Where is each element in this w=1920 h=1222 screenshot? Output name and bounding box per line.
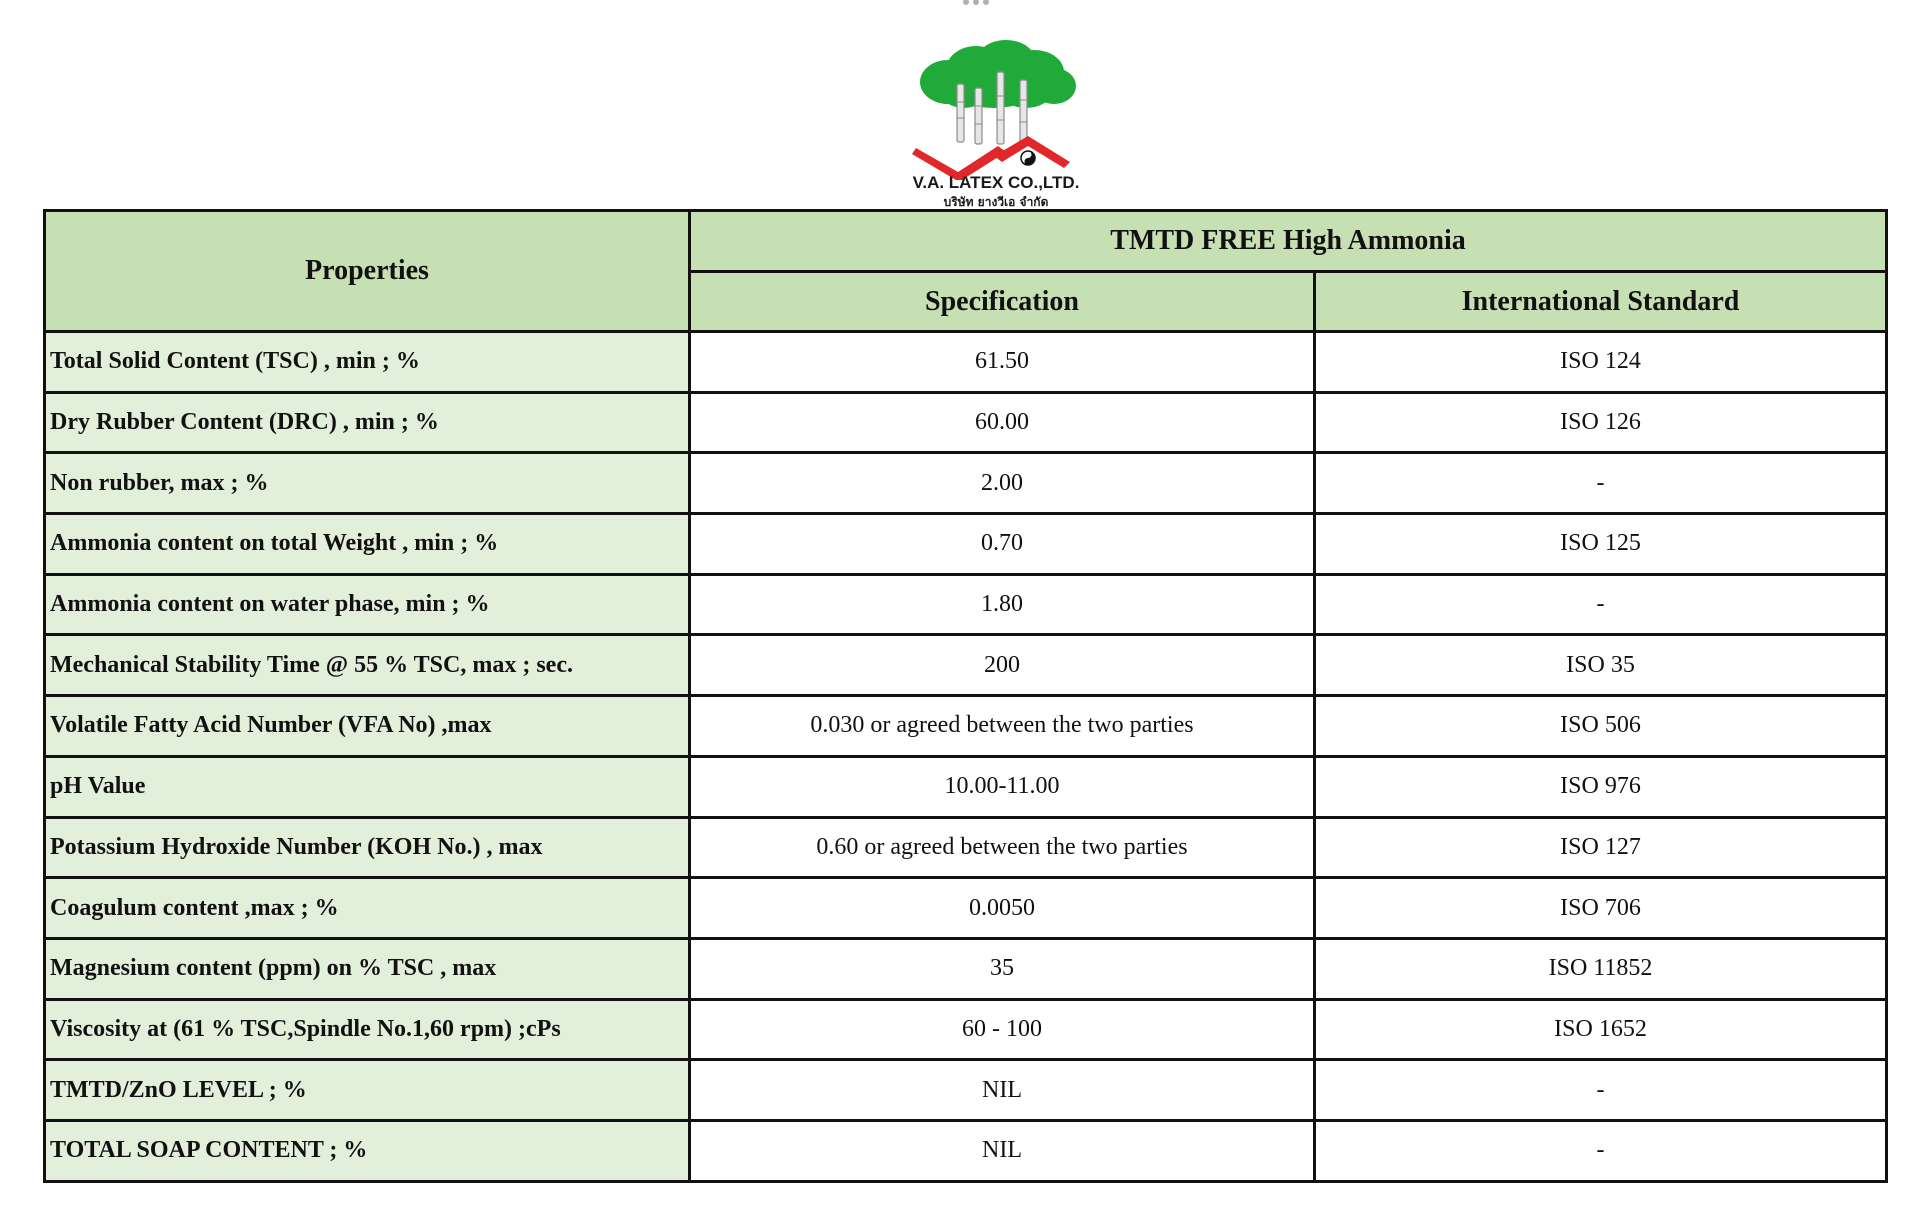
standard-cell: - (1315, 574, 1887, 635)
header-product: TMTD FREE High Ammonia (690, 211, 1887, 272)
property-cell: Magnesium content (ppm) on % TSC , max (45, 938, 690, 999)
specification-table (43, 209, 1888, 1183)
property-cell: TMTD/ZnO LEVEL ; % (45, 1060, 690, 1121)
specification-cell: NIL (690, 1120, 1315, 1181)
header-specification: Specification (690, 272, 1315, 332)
specification-cell: 0.0050 (690, 878, 1315, 939)
table-row (45, 1060, 1887, 1121)
property-cell: Coagulum content ,max ; % (45, 878, 690, 939)
table-row (45, 574, 1887, 635)
specification-cell: 200 (690, 635, 1315, 696)
standard-cell: - (1315, 453, 1887, 514)
standard-cell: ISO 1652 (1315, 999, 1887, 1060)
specification-cell: 35 (690, 938, 1315, 999)
standard-cell: ISO 976 (1315, 756, 1887, 817)
standard-cell: ISO 11852 (1315, 938, 1887, 999)
table-row (45, 453, 1887, 514)
standard-cell: ISO 124 (1315, 332, 1887, 393)
standard-cell: ISO 126 (1315, 392, 1887, 453)
specification-cell: 0.70 (690, 514, 1315, 575)
header-properties: Properties (45, 211, 690, 332)
tree-logo-icon (906, 40, 1086, 180)
property-cell: pH Value (45, 756, 690, 817)
table-row (45, 938, 1887, 999)
company-name-thai: บริษัท ยางวีเอ จำกัด (943, 195, 1049, 209)
table-row (45, 999, 1887, 1060)
standard-cell: - (1315, 1120, 1887, 1181)
specification-cell: 60.00 (690, 392, 1315, 453)
table-header-row (45, 211, 1887, 272)
header-standard: International Standard (1315, 272, 1887, 332)
specification-cell: 0.030 or agreed between the two parties (690, 696, 1315, 757)
specification-cell: 0.60 or agreed between the two parties (690, 817, 1315, 878)
specification-cell: NIL (690, 1060, 1315, 1121)
table-row (45, 817, 1887, 878)
specification-cell: 61.50 (690, 332, 1315, 393)
standard-cell: ISO 506 (1315, 696, 1887, 757)
property-cell: Potassium Hydroxide Number (KOH No.) , max (45, 817, 690, 878)
specification-cell: 1.80 (690, 574, 1315, 635)
standard-cell: - (1315, 1060, 1887, 1121)
property-cell: Viscosity at (61 % TSC,Spindle No.1,60 rpm) ;cPs (45, 999, 690, 1060)
property-cell: TOTAL SOAP CONTENT ; % (45, 1120, 690, 1181)
table-row (45, 696, 1887, 757)
more-options-icon[interactable] (958, 0, 998, 8)
property-cell: Ammonia content on water phase, min ; % (45, 574, 690, 635)
property-cell: Ammonia content on total Weight , min ; % (45, 514, 690, 575)
standard-cell: ISO 127 (1315, 817, 1887, 878)
property-cell: Total Solid Content (TSC) , min ; % (45, 332, 690, 393)
table-row (45, 756, 1887, 817)
standard-cell: ISO 706 (1315, 878, 1887, 939)
table-row (45, 514, 1887, 575)
table-row (45, 392, 1887, 453)
company-logo (906, 40, 1086, 210)
specification-cell: 10.00-11.00 (690, 756, 1315, 817)
standard-cell: ISO 35 (1315, 635, 1887, 696)
specification-cell: 2.00 (690, 453, 1315, 514)
standard-cell: ISO 125 (1315, 514, 1887, 575)
table-row (45, 878, 1887, 939)
table-row (45, 332, 1887, 393)
property-cell: Volatile Fatty Acid Number (VFA No) ,max (45, 696, 690, 757)
property-cell: Mechanical Stability Time @ 55 % TSC, max ; sec. (45, 635, 690, 696)
specification-cell: 60 - 100 (690, 999, 1315, 1060)
property-cell: Dry Rubber Content (DRC) , min ; % (45, 392, 690, 453)
company-name: V.A. LATEX CO.,LTD. (912, 173, 1080, 192)
table-row (45, 635, 1887, 696)
table-row (45, 1120, 1887, 1181)
property-cell: Non rubber, max ; % (45, 453, 690, 514)
